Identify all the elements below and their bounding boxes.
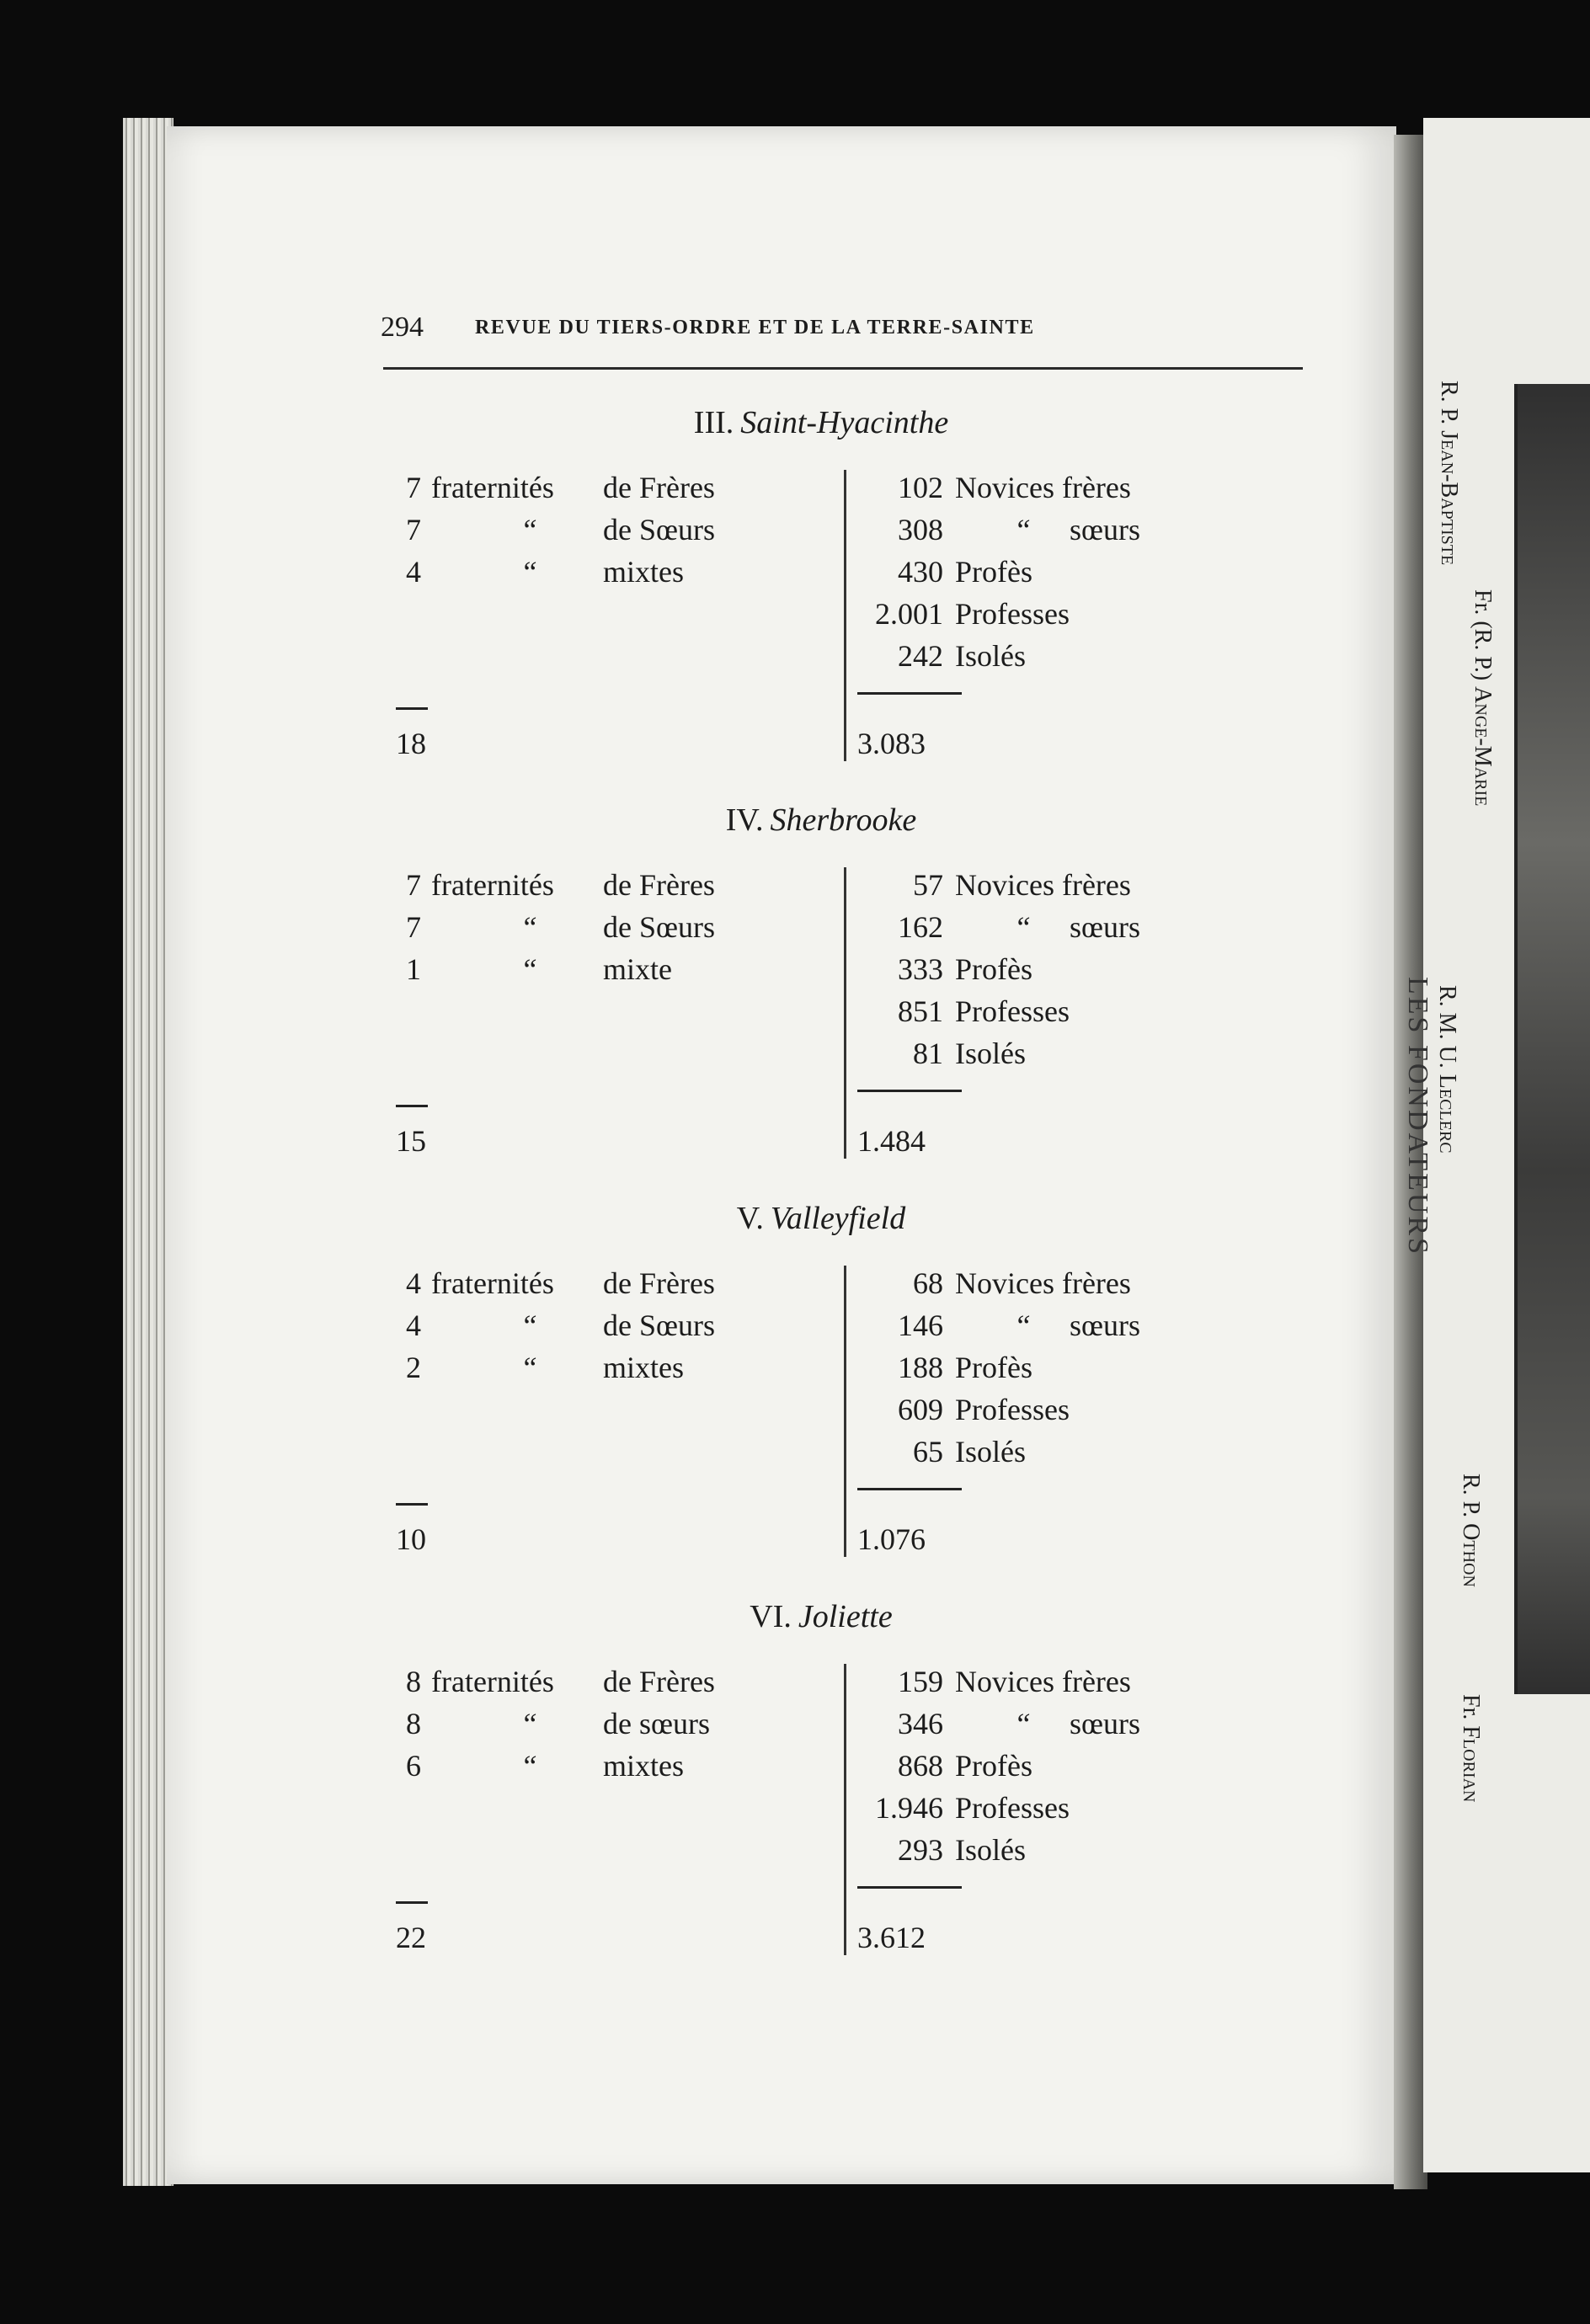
section-numeral: V.: [736, 1201, 764, 1236]
section-name: Saint-Hyacinthe: [740, 405, 949, 440]
fraternity-total: 18: [396, 727, 426, 760]
member-count: 188: [898, 1351, 943, 1384]
member-count: 146: [898, 1309, 943, 1342]
fraternity-count: 4: [406, 1309, 421, 1342]
member-count: 242: [898, 639, 943, 673]
member-label: Professes: [955, 1791, 1070, 1825]
ditto-mark: “: [520, 1749, 538, 1783]
member-label: Isolés: [955, 1833, 1026, 1867]
member-total: 3.083: [857, 727, 926, 760]
fraternity-category: de Sœurs: [603, 513, 715, 546]
member-label: Profès: [955, 1749, 1032, 1783]
left-total-rule: [396, 707, 428, 710]
member-count: 346: [898, 1707, 943, 1740]
section-name: Joliette: [798, 1599, 893, 1634]
section-1: [396, 802, 1246, 1164]
fraternity-category: mixtes: [603, 555, 684, 589]
fraternity-count: 8: [406, 1665, 421, 1698]
fraternity-word: fraternités: [431, 1266, 554, 1300]
member-label: Novices frères: [955, 868, 1131, 902]
fraternity-category: de Frères: [603, 471, 715, 504]
fraternity-count: 4: [406, 1266, 421, 1300]
fraternity-total: 15: [396, 1124, 426, 1158]
section-numeral: IV.: [725, 802, 764, 838]
member-count: 868: [898, 1749, 943, 1783]
plate-title: LES FONDATEURS: [1402, 977, 1433, 1256]
ditto-mark: “: [1014, 1309, 1032, 1342]
ditto-mark: “: [520, 1351, 538, 1384]
section-title: [396, 1200, 1246, 1237]
member-total: 1.484: [857, 1124, 926, 1158]
section-0: [396, 404, 1246, 766]
running-head: [381, 312, 1307, 354]
fraternity-word: fraternités: [431, 1665, 554, 1698]
plate-caption-leclerc: R. M. U. Leclerc: [1434, 985, 1460, 1154]
section-3: [396, 1598, 1246, 1960]
member-label: Professes: [955, 597, 1070, 631]
fraternity-word: fraternités: [431, 868, 554, 902]
member-count: 430: [898, 555, 943, 589]
plate-caption-ange-marie: Fr. (R. P.) Ange-Marie: [1470, 589, 1496, 807]
member-label: Professes: [955, 1393, 1070, 1426]
member-label: Isolés: [955, 1037, 1026, 1070]
member-count: 609: [898, 1393, 943, 1426]
member-count: 102: [898, 471, 943, 504]
fraternity-count: 6: [406, 1749, 421, 1783]
ditto-mark: “: [520, 952, 538, 986]
right-total-rule: [857, 1886, 962, 1889]
left-total-rule: [396, 1901, 428, 1904]
member-label-rest: sœurs: [1070, 1707, 1141, 1740]
section-title: [396, 404, 1246, 441]
ditto-mark: “: [1014, 910, 1032, 944]
member-count: 162: [898, 910, 943, 944]
section-2: [396, 1200, 1246, 1562]
fraternity-count: 4: [406, 555, 421, 589]
founders-photograph: [1514, 384, 1590, 1694]
plate-caption-florian: Fr. Florian: [1458, 1694, 1484, 1803]
fraternity-count: 2: [406, 1351, 421, 1384]
member-count: 68: [913, 1266, 943, 1300]
fraternity-count: 7: [406, 471, 421, 504]
member-label: Profès: [955, 555, 1032, 589]
right-total-rule: [857, 1488, 962, 1490]
member-label-rest: sœurs: [1070, 1309, 1141, 1342]
member-count: 333: [898, 952, 943, 986]
fraternity-total: 22: [396, 1921, 426, 1954]
member-total: 3.612: [857, 1921, 926, 1954]
ditto-mark: “: [520, 1707, 538, 1740]
member-total: 1.076: [857, 1522, 926, 1556]
fraternity-category: de sœurs: [603, 1707, 710, 1740]
member-label: Novices frères: [955, 1665, 1131, 1698]
member-label: Profès: [955, 1351, 1032, 1384]
fraternity-category: de Frères: [603, 1665, 715, 1698]
fraternity-count: 7: [406, 513, 421, 546]
member-label: Novices frères: [955, 1266, 1131, 1300]
ditto-mark: “: [520, 1309, 538, 1342]
member-label: Novices frères: [955, 471, 1131, 504]
ditto-mark: “: [520, 555, 538, 589]
running-title: REVUE DU TIERS-ORDRE ET DE LA TERRE-SAINTE: [475, 317, 1035, 338]
fraternity-category: de Sœurs: [603, 910, 715, 944]
member-label: Isolés: [955, 639, 1026, 673]
ditto-mark: “: [520, 910, 538, 944]
member-count: 57: [913, 868, 943, 902]
member-count: 1.946: [875, 1791, 943, 1825]
page-number: 294: [381, 312, 424, 343]
member-label: Professes: [955, 994, 1070, 1028]
section-numeral: VI.: [750, 1599, 792, 1634]
fraternity-count: 1: [406, 952, 421, 986]
fraternity-category: mixtes: [603, 1749, 684, 1783]
member-count: 65: [913, 1435, 943, 1468]
member-count: 293: [898, 1833, 943, 1867]
section-numeral: III.: [693, 405, 734, 440]
right-total-rule: [857, 1090, 962, 1092]
fraternity-count: 7: [406, 868, 421, 902]
member-count: 308: [898, 513, 943, 546]
book-page-edges: [123, 118, 173, 2186]
ditto-mark: “: [1014, 513, 1032, 546]
section-title: [396, 1598, 1246, 1635]
member-count: 81: [913, 1037, 943, 1070]
column-divider: [844, 867, 846, 1159]
fraternity-count: 7: [406, 910, 421, 944]
member-label-rest: sœurs: [1070, 513, 1141, 546]
column-divider: [844, 470, 846, 761]
fraternity-count: 8: [406, 1707, 421, 1740]
plate-caption-jean-baptiste: R. P. Jean-Baptiste: [1436, 381, 1462, 566]
section-name: Valleyfield: [770, 1201, 906, 1236]
fraternity-category: mixtes: [603, 1351, 684, 1384]
fraternity-total: 10: [396, 1522, 426, 1556]
member-count: 159: [898, 1665, 943, 1698]
header-rule: [383, 367, 1303, 370]
section-name: Sherbrooke: [770, 802, 917, 838]
plate-caption-othon: R. P. Othon: [1458, 1474, 1484, 1587]
fraternity-category: mixte: [603, 952, 672, 986]
left-total-rule: [396, 1503, 428, 1506]
fraternity-category: de Frères: [603, 868, 715, 902]
section-title: [396, 802, 1246, 839]
column-divider: [844, 1664, 846, 1955]
left-total-rule: [396, 1105, 428, 1107]
member-label-rest: sœurs: [1070, 910, 1141, 944]
member-count: 2.001: [875, 597, 943, 631]
fraternity-word: fraternités: [431, 471, 554, 504]
fraternity-category: de Sœurs: [603, 1309, 715, 1342]
column-divider: [844, 1266, 846, 1557]
right-total-rule: [857, 692, 962, 695]
member-label: Profès: [955, 952, 1032, 986]
fraternity-category: de Frères: [603, 1266, 715, 1300]
ditto-mark: “: [1014, 1707, 1032, 1740]
member-label: Isolés: [955, 1435, 1026, 1468]
member-count: 851: [898, 994, 943, 1028]
ditto-mark: “: [520, 513, 538, 546]
